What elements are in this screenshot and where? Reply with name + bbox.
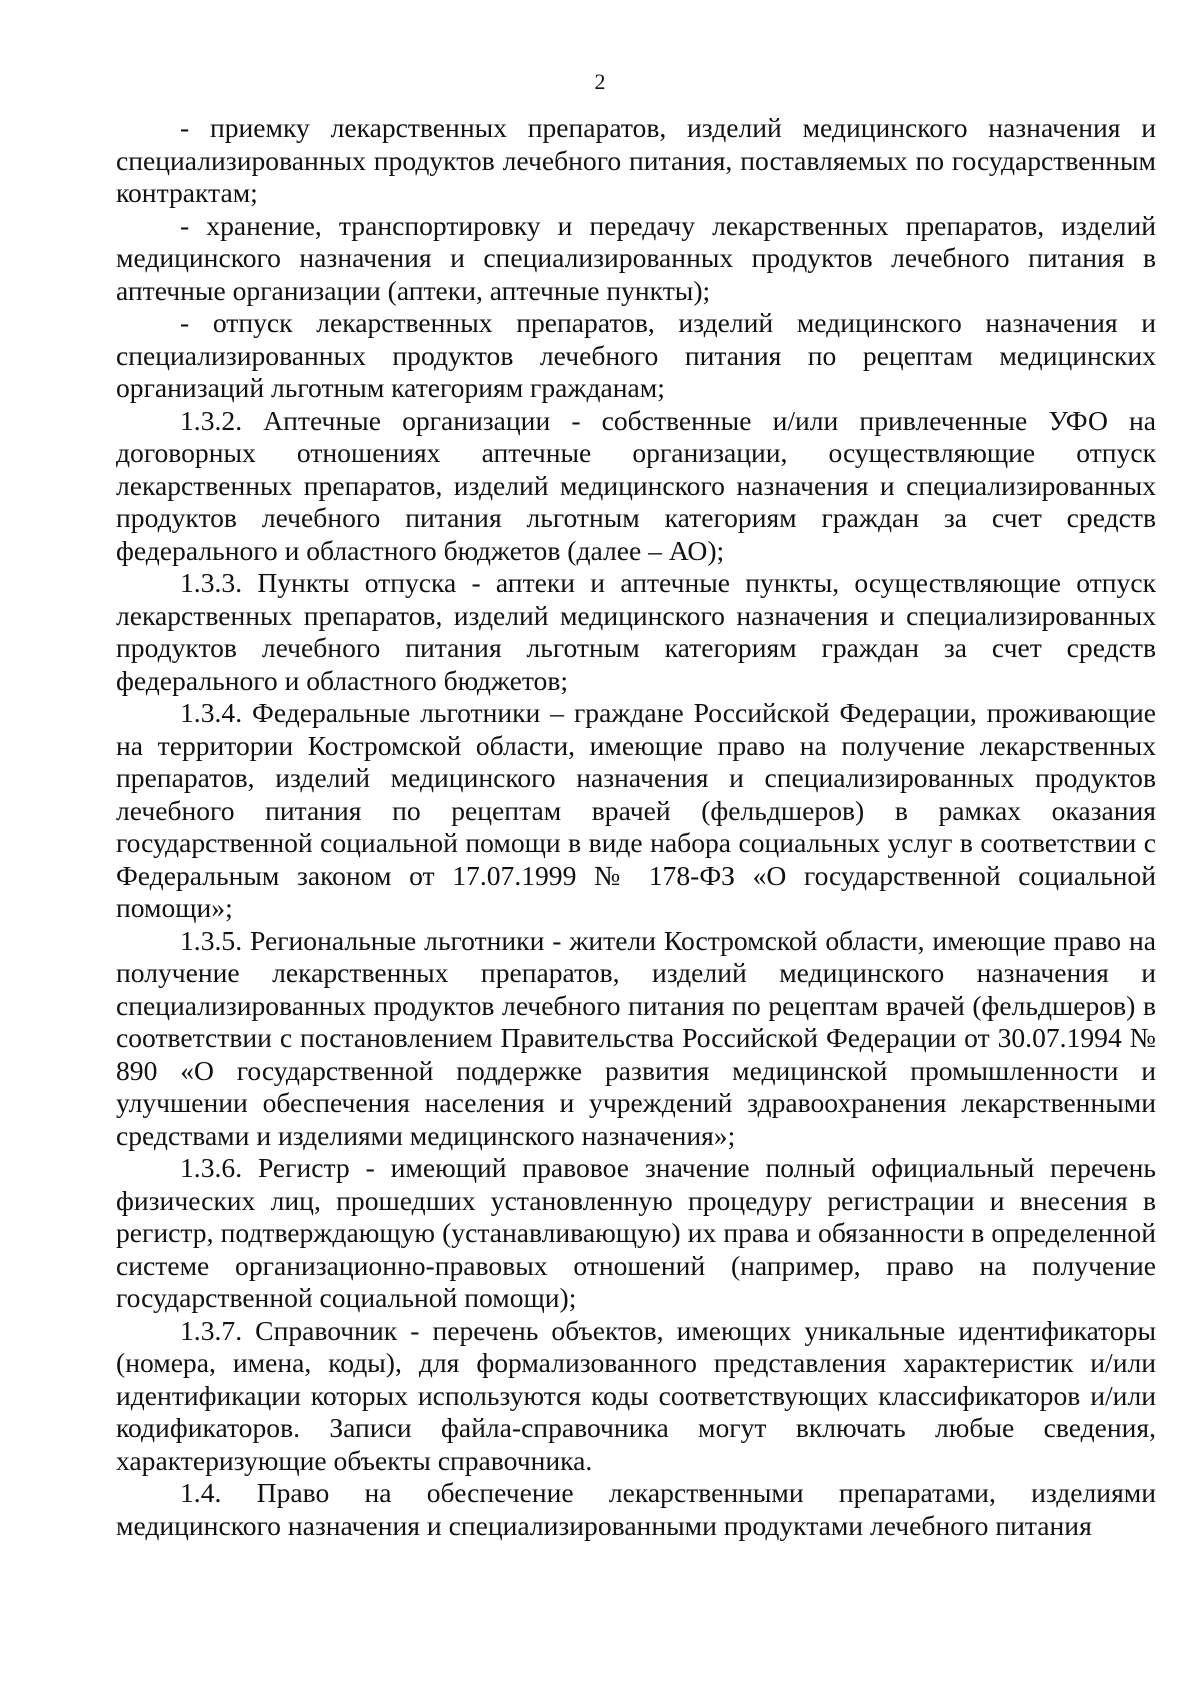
paragraph-receipt: - приемку лекарственных препаратов, изделий медицинского назначения и специализированных продуктов лечебного питания, поставляемых по государственным контрактам;: [116, 112, 1156, 208]
document-body: [116, 112, 1156, 1542]
page-number: 2: [594, 69, 606, 94]
paragraph-1-3-5: 1.3.5. Региональные льготники - жители Костромской области, имеющие право на получение лекарственных препаратов, изделий медицинского назначения и специализированных продуктов лечебного питания по рецептам врачей (фельдшеров) в соответствии с постановлением Правительства Российской Федерации от 30.07.1994 № 890 «О государственной поддержке развития медицинской промышленности и улучшении обеспечения населения и учреждений здравоохранения лекарственными средствами и изделиями медицинского назначения»;: [116, 924, 1156, 1151]
paragraph-1-3-3: 1.3.3. Пункты отпуска - аптеки и аптечные пункты, осуществляющие отпуск лекарственных препаратов, изделий медицинского назначения и специализированных продуктов лечебного питания льготным категориям граждан за счет средств федерального и областного бюджетов;: [116, 567, 1156, 696]
paragraph-dispensing: - отпуск лекарственных препаратов, изделий медицинского назначения и специализированных продуктов лечебного питания по рецептам медицинских организаций льготным категориям гражданам;: [116, 307, 1156, 403]
paragraph-1-3-6: 1.3.6. Регистр - имеющий правовое значение полный официальный перечень физических лиц, прошедших установленную процедуру регистрации и внесения в регистр, подтверждающую (устанавливающую) их права и обязанности в определенной системе организационно-правовых отношений (например, право на получение государственной социальной помощи);: [116, 1152, 1156, 1313]
paragraph-1-3-4: 1.3.4. Федеральные льготники – граждане Российской Федерации, проживающие на территории Костромской области, имеющие право на получение лекарственных препаратов, изделий медицинского назначения и специализированных продуктов лечебного питания по рецептам врачей (фельдшеров) в рамках оказания государственной социальной помощи в виде набора социальных услуг в соответствии с Федеральным законом от 17.07.1999 № 178-ФЗ «О государственной социальной помощи»;: [116, 697, 1156, 923]
paragraph-1-4: 1.4. Право на обеспечение лекарственными препаратами, изделиями медицинского назначения и специализированными продуктами лечебного питания: [116, 1477, 1156, 1541]
paragraph-storage: - хранение, транспортировку и передачу лекарственных препаратов, изделий медицинского назначения и специализированных продуктов лечебного питания в аптечные организации (аптеки, аптечные пункты);: [116, 209, 1156, 306]
paragraph-1-3-7: 1.3.7. Справочник - перечень объектов, имеющих уникальные идентификаторы (номера, имена, коды), для формализованного представления характеристик и/или идентификации которых используются коды соответствующих классификаторов и/или кодификаторов. Записи файла-справочника могут включать любые сведения, характеризующие объекты справочника.: [116, 1314, 1156, 1476]
paragraph-1-3-2: 1.3.2. Аптечные организации - собственные и/или привлеченные УФО на договорных отношениях аптечные организации, осуществляющие отпуск лекарственных препаратов, изделий медицинского назначения и специализированных продуктов лечебного питания льготным категориям граждан за счет средств федерального и областного бюджетов (далее – АО);: [116, 404, 1156, 566]
